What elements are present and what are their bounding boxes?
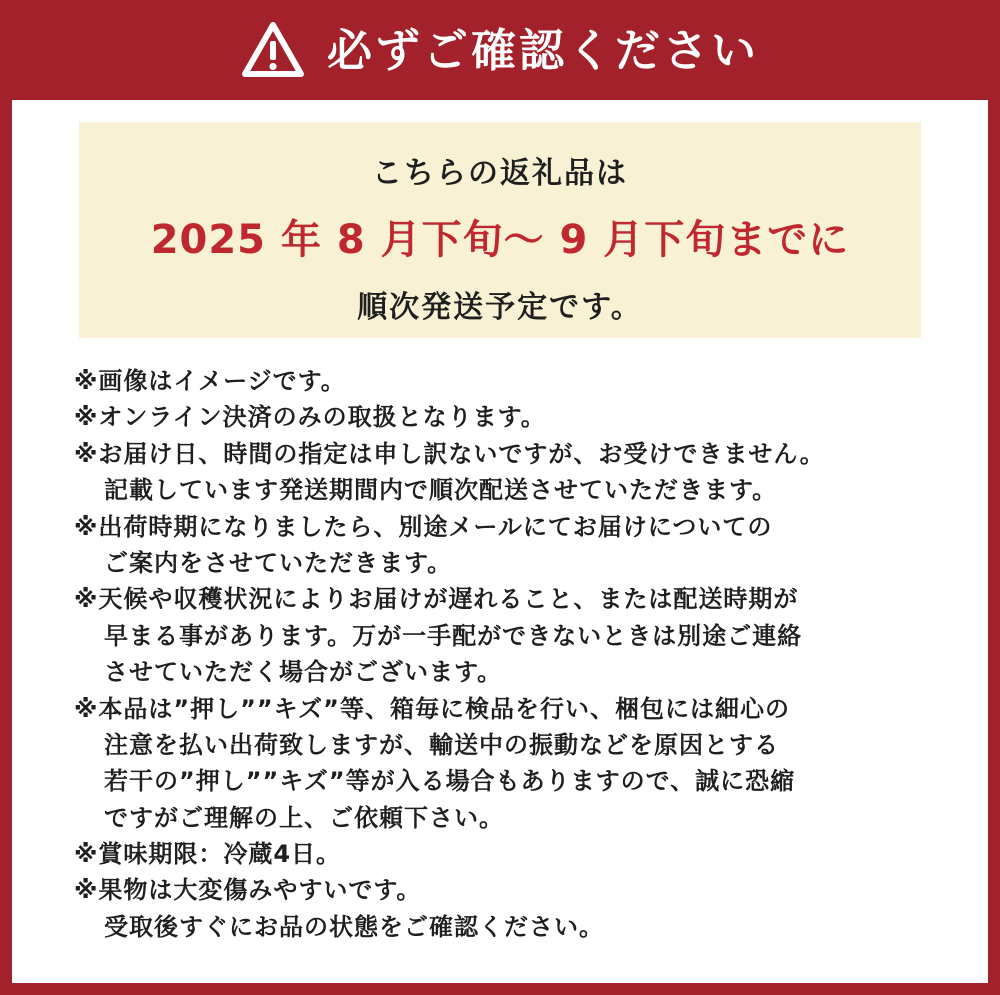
note-line: ※オンライン決済のみの取扱となります。 bbox=[74, 403, 546, 432]
shipping-notice-box bbox=[79, 122, 921, 338]
notice-outro: 順次発送予定です。 bbox=[357, 290, 643, 325]
note-continuation-line: ご案内をさせていただきます。 bbox=[104, 548, 453, 577]
note-continuation-line: 早まる事があります。万が一手配ができないときは別途ご連絡 bbox=[104, 621, 803, 650]
header-banner bbox=[0, 0, 1000, 100]
warning-icon bbox=[241, 21, 305, 79]
note-line: ※お届け日、時間の指定は申し訳ないですが、お受けできません。 bbox=[74, 439, 825, 468]
note-line: ※賞味期限：冷蔵4日。 bbox=[74, 840, 342, 869]
note-continuation-line: 注意を払い出荷致しますが、輸送中の振動などを原因とする bbox=[104, 730, 779, 759]
note-line: ※画像はイメージです。 bbox=[74, 367, 346, 395]
note-continuation-line: させていただく場合がございます。 bbox=[104, 658, 503, 687]
notes-list bbox=[74, 363, 974, 945]
note-line: ※天候や収穫状況によりお届けが遅れること、または配送時期が bbox=[74, 585, 799, 614]
note-continuation-line: 受取後すぐにお品の状態をご確認ください。 bbox=[104, 912, 604, 941]
shipping-period: 2025 年 8 月下旬～ 9 月下旬までに bbox=[150, 217, 850, 263]
note-line: ※果物は大変傷みやすいです。 bbox=[74, 876, 422, 905]
note-continuation-line: ですがご理解の上、ご依頼下さい。 bbox=[104, 803, 504, 832]
note-line: ※出荷時期になりましたら、別途メールにてお届けについての bbox=[74, 512, 773, 541]
header-title: 必ずご確認ください bbox=[326, 23, 759, 77]
note-continuation-line: 若干の”押し””キズ”等が入る場合もありますので、誠に恐縮 bbox=[104, 767, 796, 796]
notice-intro: こちらの返礼品は bbox=[372, 156, 628, 191]
note-line: ※本品は”押し””キズ”等、箱毎に検品を行い、梱包には細心の bbox=[74, 694, 790, 723]
note-continuation-line: 記載しています発送期間内で順次配送させていただきます。 bbox=[104, 476, 778, 505]
